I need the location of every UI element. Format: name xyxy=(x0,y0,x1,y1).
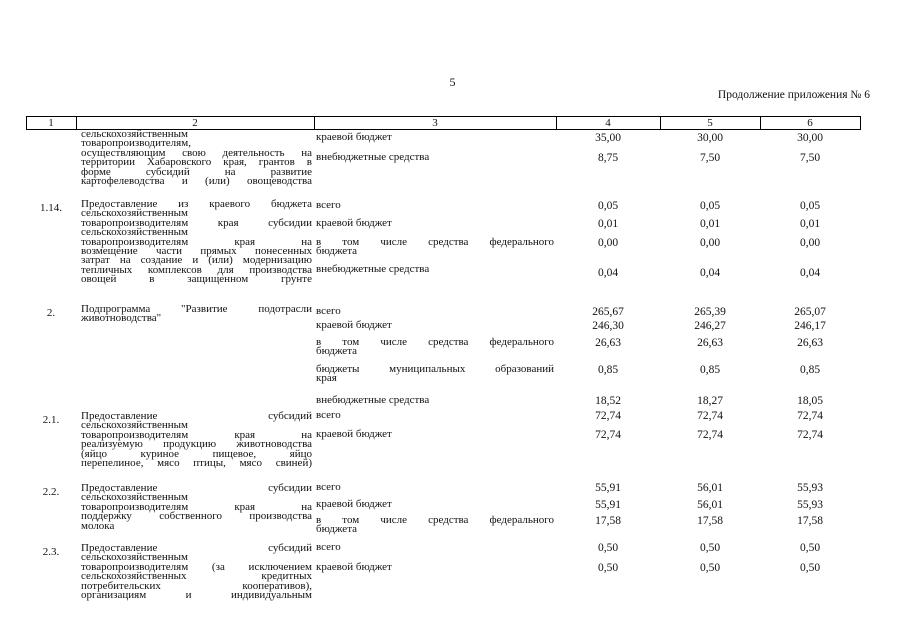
value-year-3: 0,04 xyxy=(799,267,821,279)
funding-source xyxy=(316,430,554,439)
description-line: товаропроизводителям (за исключением xyxy=(81,560,312,573)
funding-source-line: краевой бюджет xyxy=(316,428,392,440)
value-year-1: 26,63 xyxy=(595,337,621,349)
funding-source-line: всего xyxy=(316,305,341,317)
page-number: 5 xyxy=(449,75,456,89)
row-description xyxy=(81,484,312,531)
funding-source-line: бюджета xyxy=(316,523,358,536)
value-year-3: 246,17 xyxy=(794,320,826,332)
description-line: Предоставление субсидий xyxy=(81,542,312,554)
description-line: Предоставление из краевого бюджета xyxy=(81,198,312,210)
header-col-2: 2 xyxy=(192,117,198,129)
funding-source-line: в том числе средства федерального xyxy=(316,514,554,526)
description-line: возмещение части прямых понесенных xyxy=(81,245,312,258)
value-year-2: 26,63 xyxy=(697,337,723,349)
row-description xyxy=(81,200,312,285)
funding-source-line: краевой бюджет xyxy=(316,319,392,331)
value-year-3: 30,00 xyxy=(797,132,823,144)
description-line: тепличных комплексов для производства xyxy=(81,263,312,276)
funding-source xyxy=(316,265,554,274)
description-line: осуществляющим свою деятельность на xyxy=(81,146,312,159)
description-line: Предоставление субсидии xyxy=(81,482,312,494)
value-year-1: 246,30 xyxy=(592,320,624,332)
funding-source-line: бюджеты муниципальных образований xyxy=(316,363,554,375)
funding-source xyxy=(316,338,554,357)
value-year-1: 72,74 xyxy=(595,410,621,422)
funding-source-line: бюджета xyxy=(316,245,358,258)
description-line: овощей в защищенном грунте xyxy=(81,273,312,286)
description-line: товаропроизводителям края субсидии xyxy=(81,216,312,229)
row-description xyxy=(81,305,312,324)
value-year-3: 7,50 xyxy=(799,152,821,164)
funding-source xyxy=(316,411,554,420)
funding-source xyxy=(316,219,554,228)
funding-source xyxy=(316,238,554,257)
funding-source xyxy=(316,543,554,552)
value-year-3: 0,01 xyxy=(799,218,821,230)
description-line: (яйцо куриное пищевое, яйцо xyxy=(81,447,312,460)
funding-source-line: внебюджетные средства xyxy=(316,394,430,406)
value-year-1: 0,01 xyxy=(597,218,619,230)
value-year-2: 0,85 xyxy=(699,364,721,376)
value-year-2: 18,27 xyxy=(697,395,723,407)
header-col-3: 3 xyxy=(432,117,438,129)
row-description xyxy=(81,544,312,600)
funding-source-line: в том числе средства федерального xyxy=(316,336,554,348)
funding-source xyxy=(316,563,554,572)
description-line: потребительских кооперативов), xyxy=(81,579,312,592)
description-line: сельскохозяйственным xyxy=(81,207,188,220)
funding-source-line: краевой бюджет xyxy=(316,498,392,510)
value-year-1: 0,85 xyxy=(597,364,619,376)
description-line: товаропроизводителям, xyxy=(81,137,191,150)
value-year-1: 17,58 xyxy=(595,515,621,527)
value-year-3: 55,93 xyxy=(797,482,823,494)
description-line: молока xyxy=(81,519,115,532)
description-line: животноводства" xyxy=(81,312,162,325)
description-line: картофелеводства и (или) овощеводства xyxy=(81,175,312,188)
description-line: сельскохозяйственным xyxy=(81,491,188,504)
value-year-2: 0,05 xyxy=(699,200,721,212)
value-year-1: 18,52 xyxy=(595,395,621,407)
value-year-1: 0,50 xyxy=(597,562,619,574)
row-number: 1.14. xyxy=(40,202,62,214)
header-col-5: 5 xyxy=(707,117,713,129)
value-year-2: 0,50 xyxy=(699,562,721,574)
value-year-2: 7,50 xyxy=(699,152,721,164)
funding-source-line: бюджета xyxy=(316,345,358,358)
value-year-3: 0,00 xyxy=(799,237,821,249)
description-line: сельскохозяйственным xyxy=(81,226,188,239)
description-line: реализуемую продукцию животноводства xyxy=(81,438,312,451)
value-year-2: 0,00 xyxy=(699,237,721,249)
row-number: 2. xyxy=(46,307,56,319)
value-year-2: 265,39 xyxy=(694,306,726,318)
value-year-3: 0,05 xyxy=(799,200,821,212)
value-year-1: 0,05 xyxy=(597,200,619,212)
value-year-1: 35,00 xyxy=(595,132,621,144)
value-year-2: 17,58 xyxy=(697,515,723,527)
description-line: сельскохозяйственным xyxy=(81,128,188,140)
value-year-1: 72,74 xyxy=(595,429,621,441)
description-line: перепелиное, мясо птицы, мясо свиней) xyxy=(81,457,312,470)
value-year-3: 17,58 xyxy=(797,515,823,527)
funding-source xyxy=(316,396,554,405)
value-year-2: 72,74 xyxy=(697,429,723,441)
funding-source-line: всего xyxy=(316,409,341,421)
value-year-2: 0,04 xyxy=(699,267,721,279)
funding-source xyxy=(316,321,554,330)
funding-source xyxy=(316,201,554,210)
funding-source xyxy=(316,483,554,492)
continuation-note: Продолжение приложения № 6 xyxy=(717,89,870,101)
value-year-3: 72,74 xyxy=(797,429,823,441)
funding-source-line: всего xyxy=(316,481,341,493)
description-line: затрат на создание и (или) модернизацию xyxy=(81,254,312,267)
funding-source xyxy=(316,153,554,162)
row-description xyxy=(81,130,312,186)
header-col-4: 4 xyxy=(605,117,611,129)
funding-source-line: всего xyxy=(316,199,341,211)
value-year-3: 18,05 xyxy=(797,395,823,407)
description-line: сельскохозяйственных кредитных xyxy=(81,570,312,583)
funding-source-line: края xyxy=(316,372,337,385)
value-year-3: 72,74 xyxy=(797,410,823,422)
value-year-3: 26,63 xyxy=(797,337,823,349)
description-line: Подпрограмма "Развитие подотрасли xyxy=(81,303,312,315)
value-year-2: 0,01 xyxy=(699,218,721,230)
header-col-1: 1 xyxy=(48,117,54,129)
value-year-1: 0,50 xyxy=(597,542,619,554)
funding-source xyxy=(316,307,554,316)
value-year-2: 246,27 xyxy=(694,320,726,332)
row-number: 2.3. xyxy=(42,546,60,558)
value-year-1: 265,67 xyxy=(592,306,624,318)
value-year-3: 55,93 xyxy=(797,499,823,511)
funding-source-line: внебюджетные средства xyxy=(316,263,430,275)
funding-source xyxy=(316,516,554,535)
value-year-1: 55,91 xyxy=(595,482,621,494)
description-line: форме субсидий на развитие xyxy=(81,165,312,178)
value-year-1: 55,91 xyxy=(595,499,621,511)
value-year-2: 30,00 xyxy=(697,132,723,144)
description-line: территории Хабаровского края, грантов в xyxy=(81,156,312,169)
funding-source-line: краевой бюджет xyxy=(316,561,392,573)
description-line: организациям и индивидуальным xyxy=(81,589,312,602)
value-year-2: 72,74 xyxy=(697,410,723,422)
row-number: 2.2. xyxy=(42,486,60,498)
funding-source xyxy=(316,365,554,384)
row-description xyxy=(81,412,312,468)
value-year-1: 0,04 xyxy=(597,267,619,279)
value-year-3: 0,50 xyxy=(799,562,821,574)
description-line: поддержку собственного производства xyxy=(81,510,312,523)
value-year-2: 0,50 xyxy=(699,542,721,554)
header-col-6: 6 xyxy=(807,117,813,129)
value-year-3: 265,07 xyxy=(794,306,826,318)
value-year-1: 8,75 xyxy=(597,152,619,164)
description-line: сельскохозяйственным xyxy=(81,551,188,564)
value-year-2: 56,01 xyxy=(697,482,723,494)
description-line: Предоставление субсидий xyxy=(81,410,312,422)
funding-source-line: внебюджетные средства xyxy=(316,151,430,163)
description-line: товаропроизводителям края на xyxy=(81,235,312,248)
description-line: товаропроизводителям края на xyxy=(81,500,312,513)
funding-source xyxy=(316,500,554,509)
funding-source xyxy=(316,133,554,142)
funding-source-line: краевой бюджет xyxy=(316,217,392,229)
value-year-3: 0,50 xyxy=(799,542,821,554)
description-line: сельскохозяйственным xyxy=(81,419,188,432)
row-number: 2.1. xyxy=(42,414,60,426)
funding-source-line: краевой бюджет xyxy=(316,131,392,143)
funding-source-line: всего xyxy=(316,541,341,553)
value-year-3: 0,85 xyxy=(799,364,821,376)
description-line: товаропроизводителям края на xyxy=(81,428,312,441)
value-year-1: 0,00 xyxy=(597,237,619,249)
value-year-2: 56,01 xyxy=(697,499,723,511)
funding-source-line: в том числе средства федерального xyxy=(316,236,554,248)
